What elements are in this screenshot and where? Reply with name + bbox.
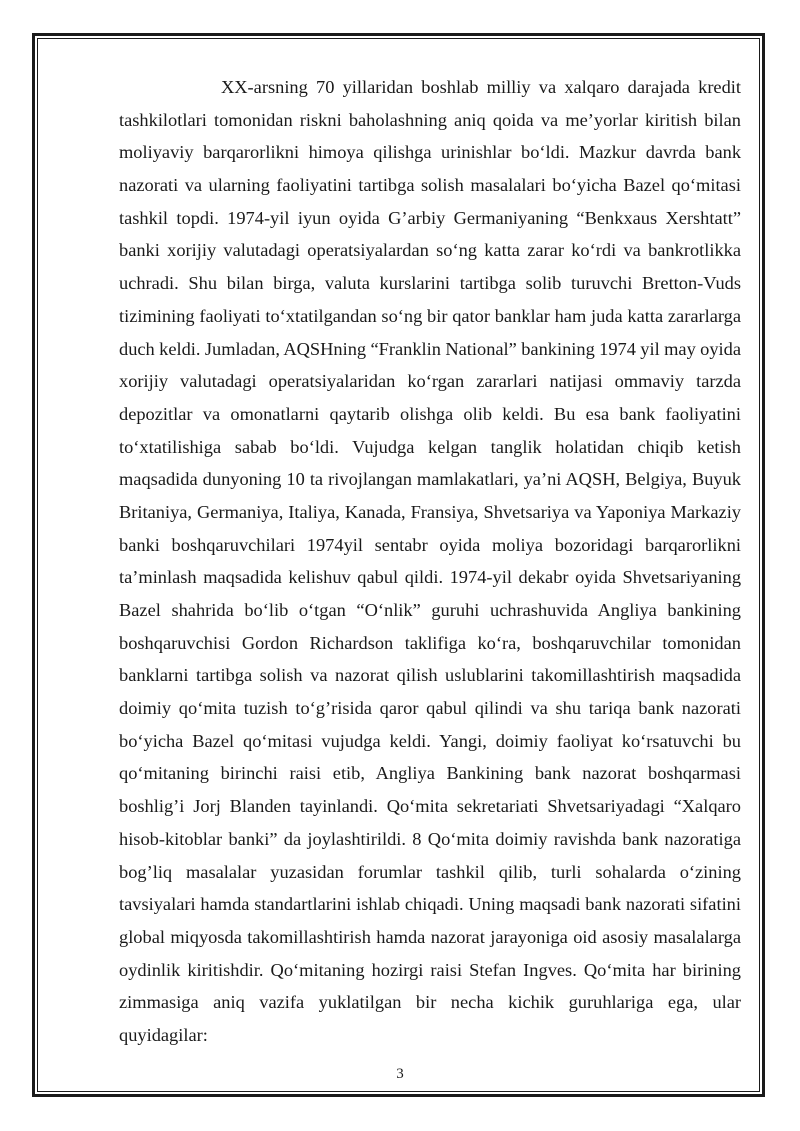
text-line: tashkilotlari tomonidan riskni baholashning aniq qoida va me’yorlar kiritish bilan (119, 109, 741, 130)
text-line: bo‘yicha Bazel qo‘mitasi vujudga keldi. Yangi, doimiy faoliyat ko‘rsatuvchi bu (119, 730, 741, 751)
text-line: ta’minlash maqsadida kelishuv qabul qildi. 1974-yil dekabr oyida Shvetsariyaning (119, 567, 742, 588)
text-line: tizimining faoliyati to‘xtatilgandan so‘ng bir qator banklar ham juda katta zararlarga (119, 305, 742, 326)
text-line: Bazel shahrida bo‘lib o‘tgan “O‘nlik” guruhi uchrashuvida Angliya bankining (119, 600, 741, 620)
text-line: hisob-kitoblar banki” da joylashtirildi. 8 Qo‘mita doimiy ravishda bank nazoratiga (119, 828, 741, 849)
body-paragraph (119, 71, 741, 1052)
text-line: boshqaruvchisi Gordon Richardson taklifiga ko‘ra, boshqaruvchilar tomonidan (119, 632, 741, 653)
text-line: bog’liq masalalar yuzasidan forumlar tashkil qilib, turli sohalarda o‘zining (119, 861, 741, 882)
text-line: oydinlik kiritishdir. Qo‘mitaning hozirgi raisi Stefan Ingves. Qo‘mita har birining (119, 959, 741, 980)
text-line: tashkil topdi. 1974-yil iyun oyida G’arbiy Germaniyaning “Benkxaus Xershtatt” (119, 207, 742, 228)
text-line: XX-arsning 70 yillaridan boshlab milliy va xalqaro darajada kredit (221, 77, 742, 97)
text-line: qo‘mitaning birinchi raisi etib, Angliya Bankining bank nazorat boshqarmasi (119, 763, 741, 784)
text-line: boshlig’i Jorj Blanden tayinlandi. Qo‘mita sekretariati Shvetsariyadagi “Xalqaro (119, 796, 741, 817)
text-line: xorijiy valutadagi operatsiyalaridan ko‘rgan zararlari natijasi ommaviy tarzda (119, 371, 741, 392)
text-line: doimiy qo‘mita tuzish to‘g’risida qaror qabul qilindi va shu tariqa bank nazorati (119, 698, 741, 719)
page-number: 3 (396, 1066, 404, 1082)
text-line: global miqyosda takomillashtirish hamda nazorat jarayoniga oid asosiy masalalarga (119, 926, 741, 947)
text-line: depozitlar va omonatlarni qaytarib olishga olib keldi. Bu esa bank faoliyatini (119, 403, 741, 424)
text-line: Britaniya, Germaniya, Italiya, Kanada, Fransiya, Shvetsariya va Yaponiya Markaziy (119, 501, 742, 522)
text-line: tavsiyalari hamda standartlarini ishlab chiqadi. Uning maqsadi bank nazorati sifatini (119, 894, 741, 915)
text-line: quyidagilar: (119, 1024, 208, 1045)
text-line: moliyaviy barqarorlikni himoya qilishga urinishlar bo‘ldi. Mazkur davrda bank (119, 142, 742, 163)
text-line: uchradi. Shu bilan birga, valuta kurslarini tartibga solib turuvchi Bretton-Vuds (119, 273, 742, 294)
text-line: to‘xtatilishiga sabab bo‘ldi. Vujudga kelgan tanglik holatidan chiqib ketish (119, 436, 741, 457)
text-line: zimmasiga aniq vazifa yuklatilgan bir necha kichik guruhlariga ega, ular (119, 992, 742, 1013)
text-line: banki xorijiy valutadagi operatsiyalardan so‘ng katta zarar ko‘rdi va bankrotlikka (119, 240, 742, 261)
text-line: nazorati va ularning faoliyatini tartibga solish masalalari bo‘yicha Bazel qo‘mitasi (119, 175, 741, 196)
text-line: duch keldi. Jumladan, AQSHning “Franklin National” bankining 1974 yil may oyida (119, 338, 741, 359)
text-line: banklarni tartibga solish va nazorat qilish uslublarini takomillashtirish maqsadida (119, 665, 742, 686)
text-line: maqsadida dunyoning 10 ta rivojlangan mamlakatlari, ya’ni AQSH, Belgiya, Buyuk (119, 469, 741, 490)
text-line: banki boshqaruvchilari 1974yil sentabr oyida moliya bozoridagi barqarorlikni (119, 534, 742, 555)
